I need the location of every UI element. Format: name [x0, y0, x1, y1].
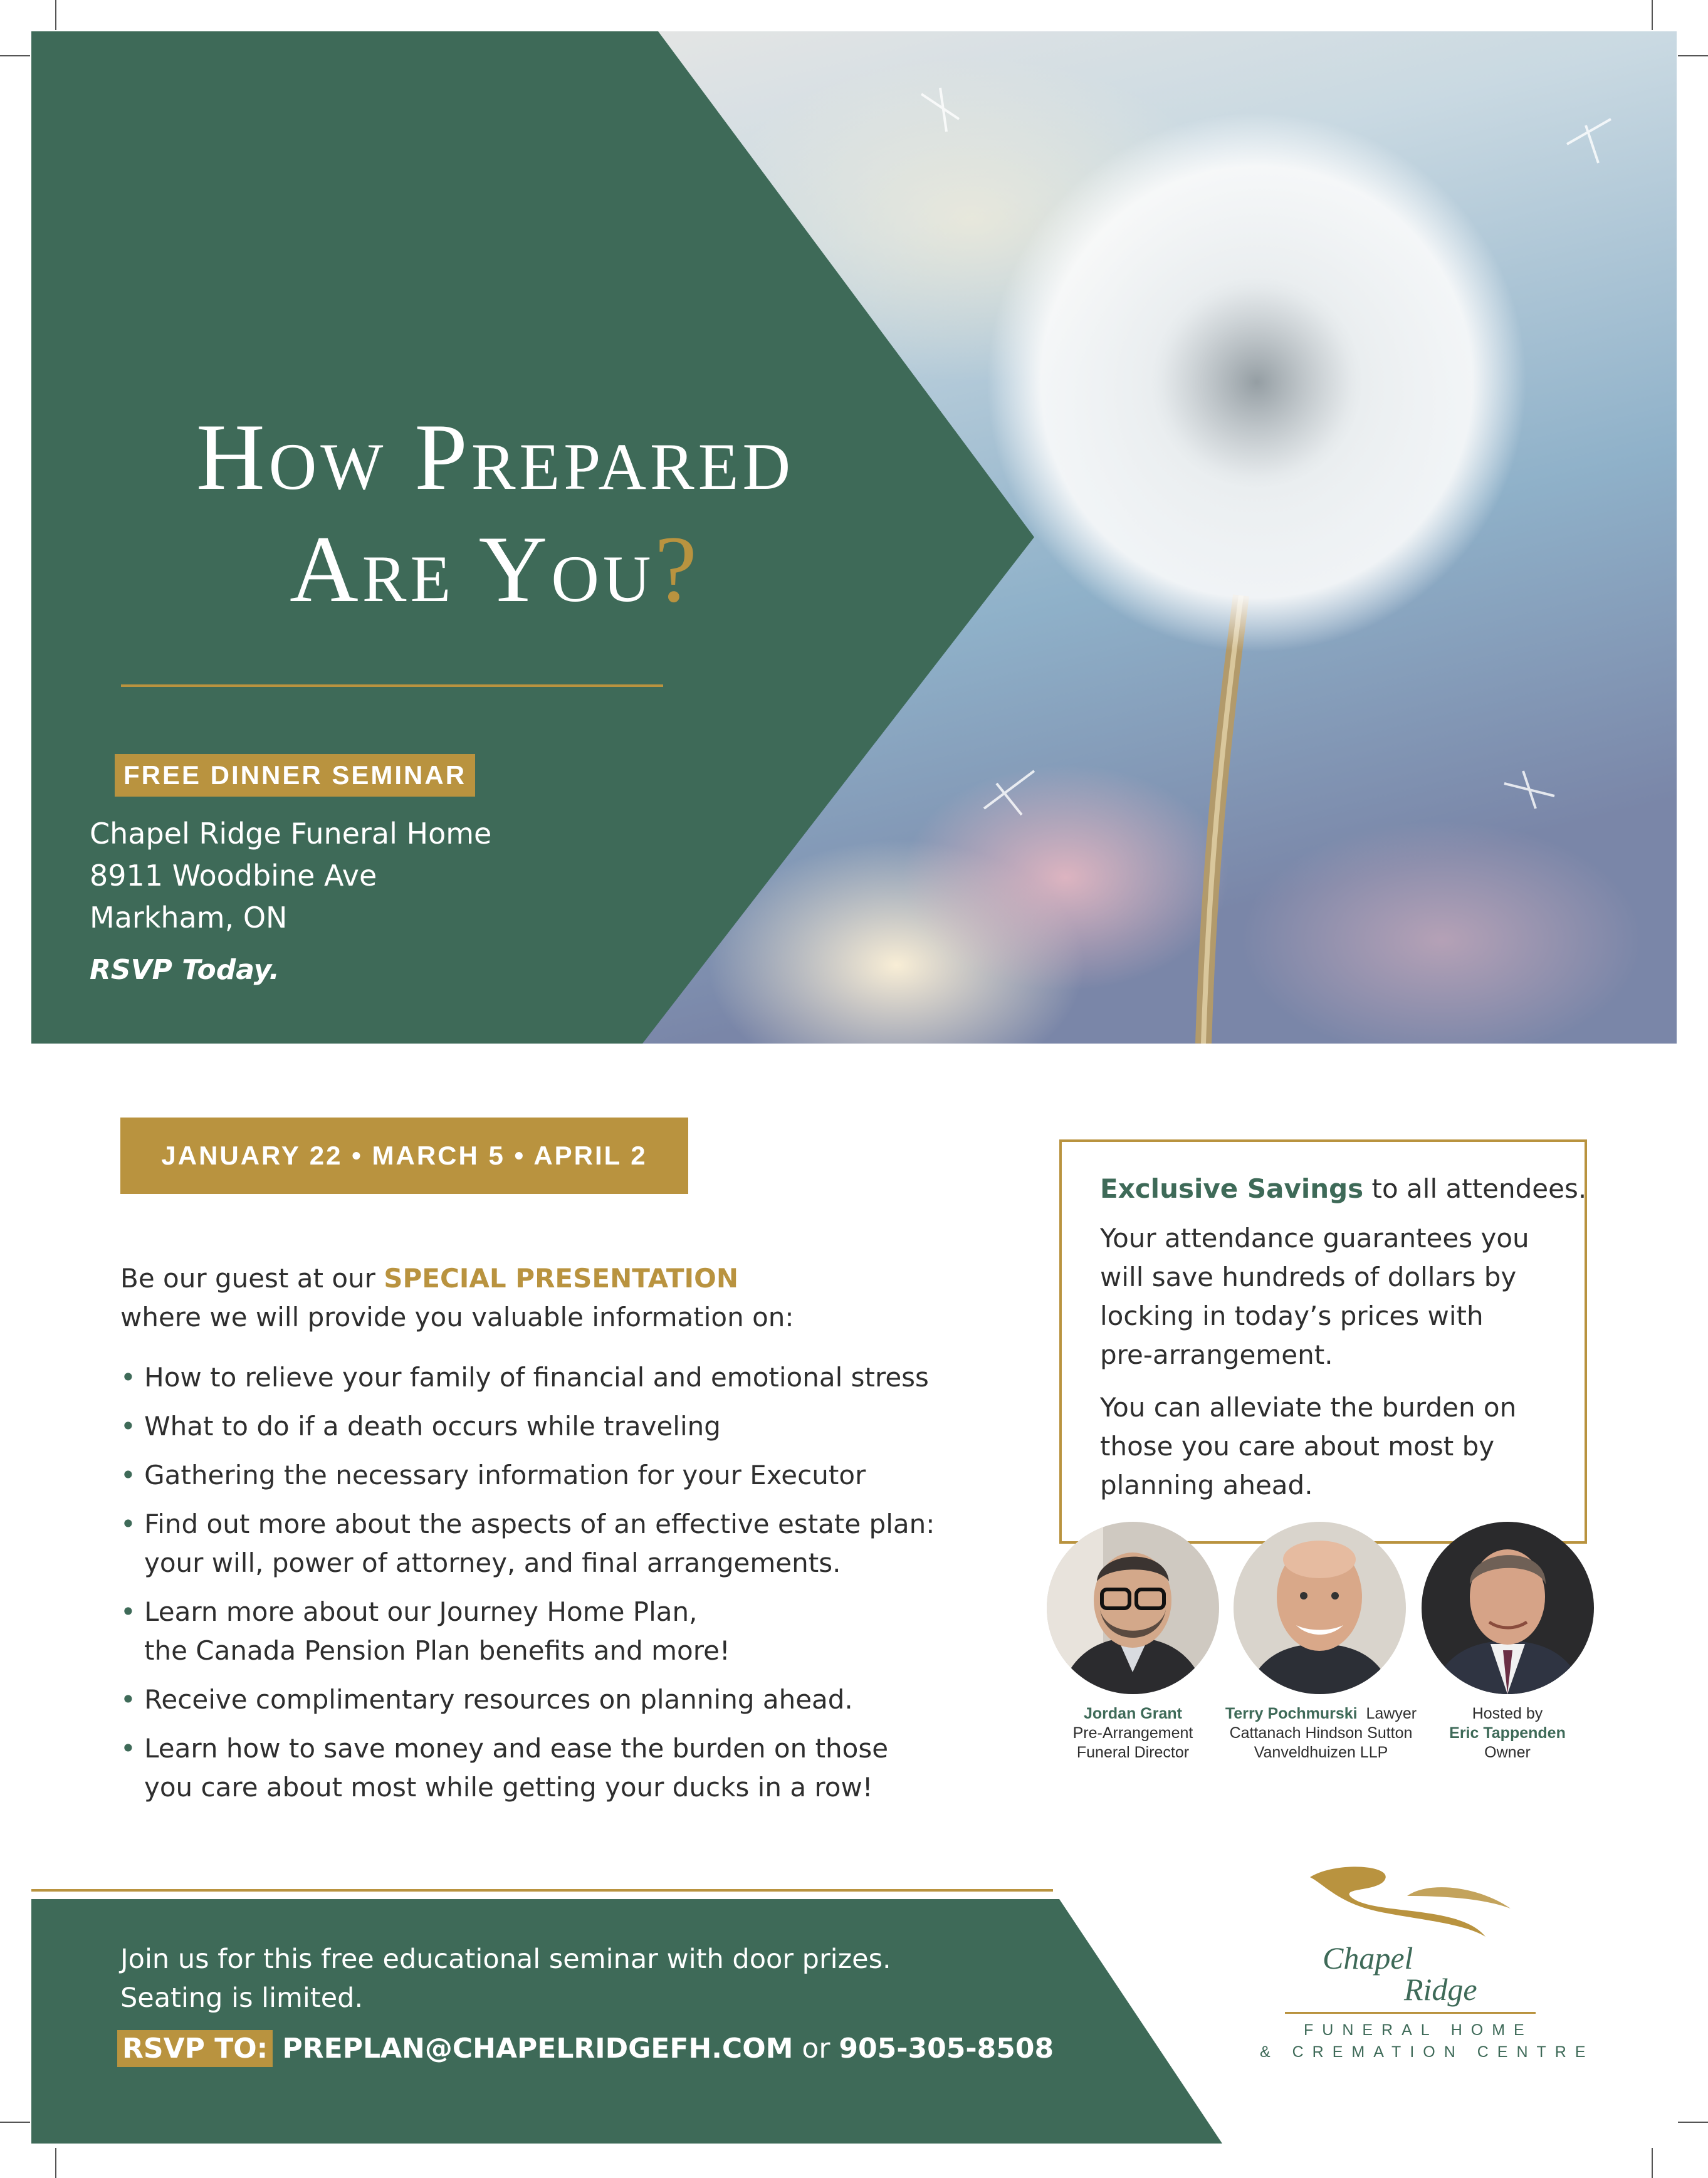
savings-paragraph-1	[1100, 1219, 1529, 1374]
list-item-text: Gathering the necessary information for your Executor	[144, 1460, 866, 1490]
list-item-text: What to do if a death occurs while traveling	[144, 1411, 721, 1442]
savings-heading	[1100, 1170, 1586, 1208]
dates-badge: JANUARY 22 • MARCH 5 • APRIL 2	[120, 1118, 688, 1194]
savings-line: planning ahead.	[1100, 1470, 1313, 1500]
hosted-by: Hosted by	[1472, 1705, 1543, 1722]
list-item: • What to do if a death occurs while traveling	[120, 1411, 721, 1442]
special-presentation-highlight: SPECIAL PRESENTATION	[384, 1263, 738, 1294]
topics-list	[120, 1358, 1029, 1807]
savings-line: will save hundreds of dollars by	[1100, 1262, 1517, 1292]
savings-heading-rest: to all attendees.	[1363, 1173, 1587, 1204]
speaker-name: Jordan Grant	[1084, 1705, 1182, 1722]
crop-mark	[55, 0, 56, 30]
caption-terry-pochmurski	[1203, 1704, 1438, 1762]
savings-line: those you care about most by	[1100, 1431, 1495, 1462]
crop-mark	[0, 2122, 30, 2123]
crop-mark	[1678, 55, 1708, 56]
list-item-text-cont: the Canada Pension Plan benefits and more!	[144, 1635, 730, 1666]
avatar-eric-tappenden	[1422, 1522, 1594, 1694]
list-item-text: Find out more about the aspects of an effective estate plan:	[144, 1509, 935, 1539]
caption-jordan-grant	[1040, 1704, 1225, 1762]
intro-prefix: Be our guest at our	[120, 1263, 384, 1294]
crop-mark	[0, 55, 30, 56]
list-item-text: How to relieve your family of financial and emotional stress	[144, 1362, 929, 1393]
intro-line-1	[120, 1259, 998, 1298]
speaker-role: Owner	[1484, 1744, 1531, 1761]
speaker-name-line	[1203, 1704, 1438, 1724]
headline-text: Are You	[290, 516, 655, 622]
logo-subtitle-1: FUNERAL HOME	[1304, 2021, 1533, 2039]
question-mark: ?	[654, 516, 701, 622]
speaker-name: Eric Tappenden	[1449, 1724, 1566, 1742]
list-item-text-cont: your will, power of attorney, and final arrangements.	[144, 1547, 841, 1578]
free-seminar-badge: FREE DINNER SEMINAR	[115, 754, 475, 797]
savings-line: You can alleviate the burden on	[1100, 1392, 1517, 1423]
crop-mark	[1678, 2122, 1708, 2123]
speaker-role: Vanveldhuizen LLP	[1254, 1744, 1388, 1761]
list-item: • Learn more about our Journey Home Plan, the Canada Pension Plan benefits and more!	[120, 1596, 730, 1666]
rsvp-or: or	[793, 2033, 839, 2065]
avatar-terry-pochmurski	[1234, 1522, 1406, 1694]
headline	[88, 401, 903, 626]
rsvp-label: RSVP TO:	[117, 2030, 273, 2067]
intro-line-2: where we will provide you valuable information on:	[120, 1302, 794, 1332]
speaker-role: Funeral Director	[1076, 1744, 1190, 1761]
logo-subtitle-2: & CREMATION CENTRE	[1260, 2043, 1595, 2061]
crop-mark	[1652, 2148, 1653, 2178]
rsvp-line	[117, 2033, 1054, 2065]
divider-rule	[121, 684, 663, 687]
speaker-role: Pre-Arrangement	[1072, 1724, 1193, 1742]
crop-mark	[1652, 0, 1653, 30]
footer-banner	[31, 1899, 1222, 2144]
footer-divider-rule	[31, 1889, 1053, 1892]
list-item: • Find out more about the aspects of an effective estate plan: your will, power of attorney, and final arrangements.	[120, 1509, 935, 1578]
savings-heading-bold: Exclusive Savings	[1100, 1173, 1364, 1204]
speaker-name: Terry Pochmurski	[1225, 1705, 1358, 1722]
list-item: • Receive complimentary resources on planning ahead.	[120, 1684, 853, 1715]
rsvp-phone-link[interactable]: 905-305-8508	[839, 2033, 1054, 2065]
avatar-jordan-grant	[1047, 1522, 1219, 1694]
intro-text	[120, 1259, 998, 1337]
headline-line-1: How Prepared	[196, 404, 795, 510]
speaker-name-suffix: Lawyer	[1357, 1705, 1417, 1722]
footer-line-2: Seating is limited.	[120, 1982, 364, 2014]
list-item-text: Learn how to save money and ease the burden on those	[144, 1733, 889, 1764]
address-line-2: 8911 Woodbine Ave	[90, 859, 377, 893]
savings-line: Your attendance guarantees you	[1100, 1223, 1529, 1254]
list-item-text: Receive complimentary resources on planning ahead.	[144, 1684, 853, 1715]
crop-mark	[55, 2148, 56, 2178]
savings-paragraph-2	[1100, 1388, 1516, 1505]
headline-line-2	[88, 513, 903, 626]
logo-rule	[1285, 2012, 1536, 2014]
list-item-text-cont: you care about most while getting your ducks in a row!	[144, 1772, 873, 1803]
logo-word-ridge: Ridge	[1404, 1972, 1477, 2007]
list-item: • How to relieve your family of financial and emotional stress	[120, 1362, 929, 1393]
savings-line: pre-arrangement.	[1100, 1339, 1333, 1370]
footer-line-1: Join us for this free educational seminar with door prizes.	[120, 1944, 891, 1975]
list-item: • Learn how to save money and ease the burden on those you care about most while getting your ducks in a row!	[120, 1733, 889, 1803]
list-item: • Gathering the necessary information for your Executor	[120, 1460, 866, 1490]
address-line-1: Chapel Ridge Funeral Home	[90, 817, 492, 851]
logo-word-chapel: Chapel	[1323, 1940, 1413, 1976]
list-item-text: Learn more about our Journey Home Plan,	[144, 1596, 698, 1627]
rsvp-today: RSVP Today.	[90, 954, 280, 986]
address-line-3: Markham, ON	[90, 901, 288, 935]
rsvp-email-link[interactable]: PREPLAN@CHAPELRIDGEFH.COM	[282, 2033, 794, 2065]
speaker-role: Cattanach Hindson Sutton	[1229, 1724, 1413, 1742]
caption-eric-tappenden	[1413, 1704, 1601, 1762]
savings-line: locking in today’s prices with	[1100, 1301, 1484, 1331]
chapel-ridge-logo	[1260, 1861, 1595, 2068]
